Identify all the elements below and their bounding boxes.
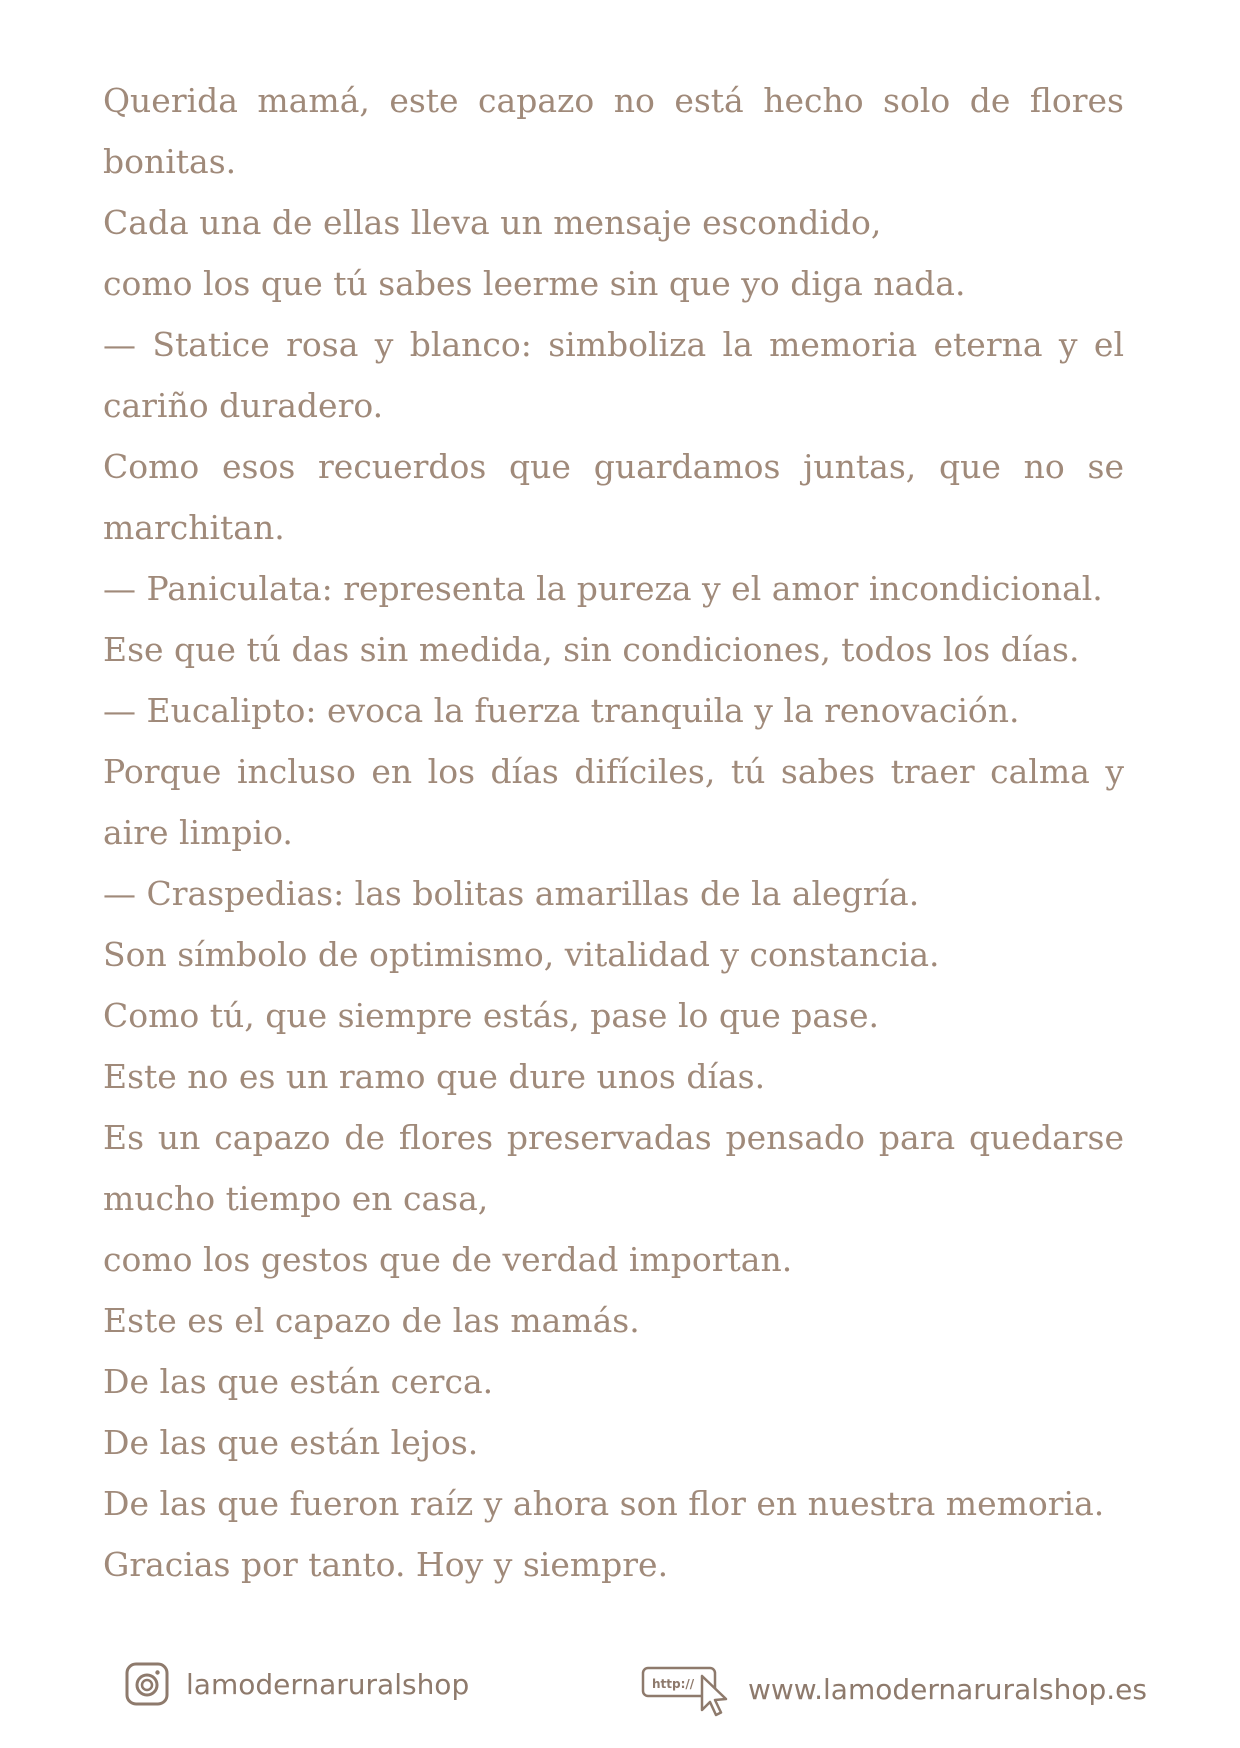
http-cursor-icon bbox=[640, 1661, 732, 1717]
letter-paragraph: De las que están cerca. bbox=[103, 1362, 494, 1401]
letter-paragraph: Gracias por tanto. Hoy y siempre. bbox=[103, 1545, 669, 1584]
letter-paragraph: Querida mamá, este capazo no está hecho solo de flores bonitas. bbox=[103, 81, 1124, 181]
http-icon-text: http:// bbox=[652, 1677, 695, 1691]
letter-paragraph: De las que fueron raíz y ahora son flor en nuestra memoria. bbox=[103, 1484, 1105, 1523]
website-url: www.lamodernaruralshop.es bbox=[748, 1672, 1147, 1706]
letter-paragraph: Como esos recuerdos que guardamos juntas, que no se marchitan. bbox=[103, 447, 1124, 547]
letter-body bbox=[103, 70, 1124, 1595]
letter-paragraph: — Eucalipto: evoca la fuerza tranquila y la renovación. bbox=[103, 691, 1020, 730]
instagram-handle: lamodernaruralshop bbox=[186, 1667, 470, 1701]
letter-paragraph: — Statice rosa y blanco: simboliza la memoria eterna y el cariño duradero. bbox=[103, 325, 1124, 425]
letter-paragraph: Ese que tú das sin medida, sin condiciones, todos los días. bbox=[103, 630, 1080, 669]
letter-paragraph: Son símbolo de optimismo, vitalidad y constancia. bbox=[103, 935, 940, 974]
letter-paragraph: De las que están lejos. bbox=[103, 1423, 479, 1462]
letter-paragraph: Como tú, que siempre estás, pase lo que pase. bbox=[103, 996, 880, 1035]
letter-paragraph: Este no es un ramo que dure unos días. bbox=[103, 1057, 766, 1096]
letter-paragraph: — Paniculata: representa la pureza y el amor incondicional. bbox=[103, 569, 1103, 608]
footer bbox=[0, 1655, 1240, 1715]
letter-paragraph: Este es el capazo de las mamás. bbox=[103, 1301, 640, 1340]
instagram-link[interactable] bbox=[124, 1661, 469, 1707]
letter-paragraph: como los gestos que de verdad importan. bbox=[103, 1240, 793, 1279]
letter-paragraph: Cada una de ellas lleva un mensaje escondido, bbox=[103, 203, 882, 242]
letter-paragraph: Porque incluso en los días difíciles, tú sabes traer calma y aire limpio. bbox=[103, 752, 1124, 852]
instagram-icon bbox=[124, 1661, 170, 1707]
letter-paragraph: como los que tú sabes leerme sin que yo diga nada. bbox=[103, 264, 966, 303]
letter-paragraph: Es un capazo de flores preservadas pensado para quedarse mucho tiempo en casa, bbox=[103, 1118, 1124, 1218]
letter-paragraph: — Craspedias: las bolitas amarillas de la alegría. bbox=[103, 874, 920, 913]
website-link[interactable] bbox=[640, 1661, 1147, 1717]
